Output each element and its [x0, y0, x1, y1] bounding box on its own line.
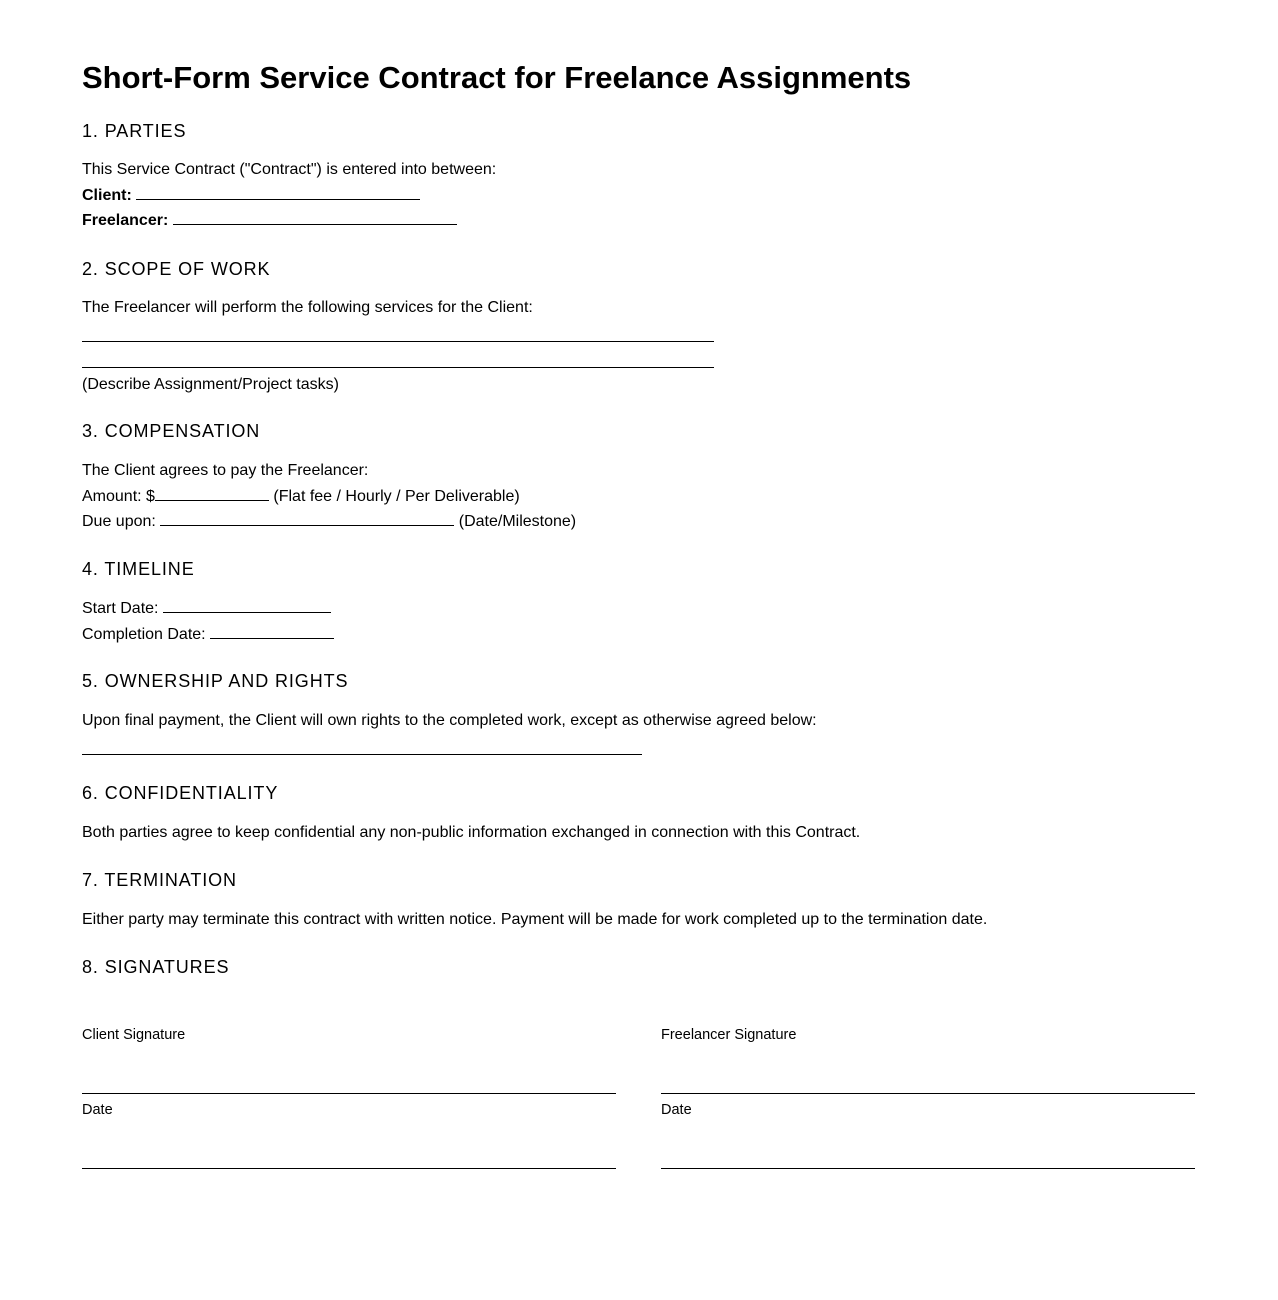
freelancer-signature-label: Freelancer Signature — [661, 1027, 797, 1043]
client-signature-line[interactable] — [82, 1093, 616, 1094]
start-date-line — [82, 599, 331, 619]
scope-line-2[interactable] — [82, 367, 714, 368]
freelancer-date-label: Date — [661, 1102, 692, 1118]
client-date-label: Date — [82, 1102, 113, 1118]
due-field[interactable] — [160, 524, 454, 526]
parties-intro: This Service Contract ("Contract") is entered into between: — [82, 161, 497, 178]
amount-label: Amount: $ — [82, 488, 155, 505]
confidentiality-text: Both parties agree to keep confidential any non-public information exchanged in connection with this Contract. — [82, 824, 861, 841]
section-heading-parties: 1. PARTIES — [82, 121, 187, 141]
amount-line — [82, 487, 520, 507]
scope-intro: The Freelancer will perform the following services for the Client: — [82, 299, 533, 316]
completion-date-line — [82, 625, 334, 645]
client-name-field[interactable] — [136, 198, 420, 200]
ownership-text: Upon final payment, the Client will own rights to the completed work, except as otherwise agreed below: — [82, 712, 817, 729]
freelancer-line — [82, 211, 457, 231]
ownership-exceptions-line[interactable] — [82, 754, 642, 755]
completion-date-label: Completion Date: — [82, 626, 206, 643]
client-line — [82, 186, 420, 206]
section-heading-timeline: 4. TIMELINE — [82, 559, 195, 579]
termination-text: Either party may terminate this contract with written notice. Payment will be made for work completed up to the termination date. — [82, 911, 988, 928]
start-date-label: Start Date: — [82, 600, 159, 617]
client-signature-label: Client Signature — [82, 1027, 186, 1043]
amount-options: (Flat fee / Hourly / Per Deliverable) — [273, 488, 520, 505]
section-heading-confidentiality: 6. CONFIDENTIALITY — [82, 783, 279, 803]
due-line — [82, 512, 576, 532]
section-heading-termination: 7. TERMINATION — [82, 870, 237, 890]
section-heading-ownership: 5. OWNERSHIP AND RIGHTS — [82, 671, 349, 691]
amount-field[interactable] — [155, 499, 269, 501]
completion-date-field[interactable] — [210, 637, 334, 639]
due-hint: (Date/Milestone) — [458, 513, 577, 530]
due-label: Due upon: — [82, 513, 156, 530]
freelancer-date-line[interactable] — [661, 1168, 1195, 1169]
section-heading-scope: 2. SCOPE OF WORK — [82, 259, 271, 279]
compensation-intro: The Client agrees to pay the Freelancer: — [82, 462, 369, 479]
scope-line-1[interactable] — [82, 341, 714, 342]
client-label: Client: — [82, 187, 132, 204]
freelancer-name-field[interactable] — [173, 223, 457, 225]
start-date-field[interactable] — [163, 611, 331, 613]
client-date-line[interactable] — [82, 1168, 616, 1169]
section-heading-signatures: 8. SIGNATURES — [82, 957, 230, 977]
section-heading-compensation: 3. COMPENSATION — [82, 421, 261, 441]
scope-note: (Describe Assignment/Project tasks) — [82, 376, 339, 393]
document-title: Short-Form Service Contract for Freelance Assignments — [82, 60, 912, 95]
freelancer-signature-line[interactable] — [661, 1093, 1195, 1094]
freelancer-label: Freelancer: — [82, 212, 169, 229]
